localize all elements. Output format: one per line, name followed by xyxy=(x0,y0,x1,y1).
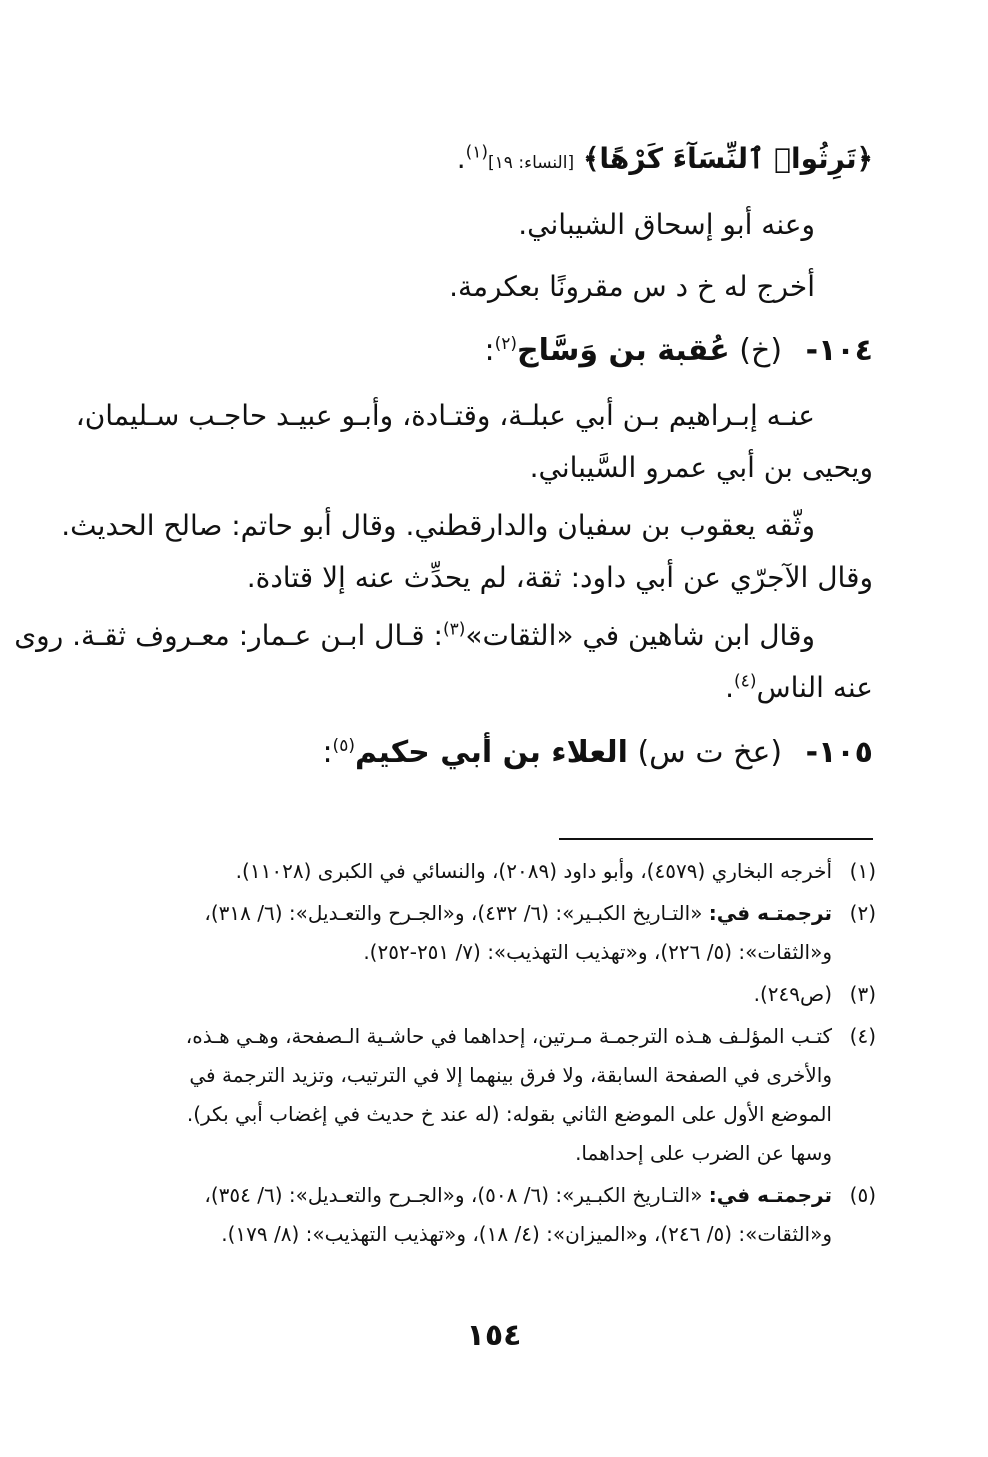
footnote-line: كتـب المؤلـف هـذه الترجمـة مـرتين، إحداهما في حاشـية الـصفحة، وهـي هـذه، xyxy=(185,1024,832,1048)
footnote-2 xyxy=(105,894,876,972)
main-text xyxy=(14,128,873,786)
entry-name: عُقبة بن وَسَّاج xyxy=(517,333,730,368)
takhrij-line: أخرج له خ د س مقرونًا بعكرمة. xyxy=(449,270,815,303)
footnote-1 xyxy=(105,852,876,891)
thiqat-text-2-end: . xyxy=(725,671,735,704)
footnote-body xyxy=(105,894,832,972)
verse-line-end: . xyxy=(456,142,466,175)
footnote-mark: (٥) xyxy=(849,1183,876,1207)
footnote-text: «التـاريخ الكبـير»: (٦/ ٥٠٨)، و«الجـرح والتعـديل»: (٦/ ٣٥٤)، xyxy=(204,1183,703,1207)
footnote-ref-3: (٣) xyxy=(442,619,466,640)
footnote-4 xyxy=(105,1017,876,1173)
footnote-5 xyxy=(105,1176,876,1254)
verse-line xyxy=(110,128,873,194)
footnote-text: «التـاريخ الكبـير»: (٦/ ٤٣٢)، و«الجـرح والتعـديل»: (٦/ ٣١٨)، xyxy=(204,901,703,925)
entry-number: ١٠٤- xyxy=(805,333,873,368)
footnote-line: (ص٢٤٩). xyxy=(753,982,832,1006)
footnote-lead: ترجمتـه في: xyxy=(708,901,832,925)
thiqat-text-2: عنه الناس xyxy=(756,671,873,704)
footnote-line: و«الثقات»: (٥/ ٢٢٦)، و«تهذيب التهذيب»: (٧/ ٢٥١-٢٥٢). xyxy=(363,940,832,964)
footnote-body xyxy=(105,852,832,891)
footnote-ref-2: (٢) xyxy=(494,334,518,354)
footnote-mark: (٢) xyxy=(849,901,876,925)
footnote-line: والأخرى في الصفحة السابقة، ولا فرق بينهما إلا في الترتيب، وتزيد الترجمة في xyxy=(189,1063,832,1087)
footnote-line: الموضع الأول على الموضع الثاني بقوله: (له عند خ حديث في إغضاب أبي بكر). xyxy=(186,1102,832,1126)
paragraph-line xyxy=(14,610,873,662)
footnote-ref-1: (١) xyxy=(465,142,489,163)
footnote-body xyxy=(105,1176,832,1254)
paragraph-line: وثّقه يعقوب بن سفيان والدارقطني. وقال أبو حاتم: صالح الحديث. xyxy=(61,509,815,542)
page-number: ١٥٤ xyxy=(466,1318,522,1353)
footnotes xyxy=(105,852,876,1257)
footnote-line xyxy=(105,894,832,933)
entry-105-heading xyxy=(110,720,873,786)
footnote-body xyxy=(105,975,832,1014)
footnote-body xyxy=(105,1017,832,1173)
quran-verse: ﴿تَرِثُوا۟ ٱلنِّسَآءَ كَرْهًا﴾ xyxy=(582,142,873,175)
footnote-separator xyxy=(559,838,873,840)
narrator-line: وعنه أبو إسحاق الشيباني. xyxy=(518,208,815,241)
paragraph-line: عنـه إبـراهيم بـن أبي عبلـة، وقتـادة، وأبـو عبيـد حاجـب سـليمان، xyxy=(75,399,815,432)
entry-number: ١٠٥- xyxy=(805,735,873,770)
footnote-line: وسها عن الضرب على إحداهما. xyxy=(575,1141,832,1165)
footnote-3 xyxy=(105,975,876,1014)
entry-colon: : xyxy=(484,333,495,368)
entry-104-thiqat xyxy=(14,610,873,714)
entry-symbols: (عخ ت س) xyxy=(637,735,783,770)
footnote-mark: (١) xyxy=(849,859,876,883)
entry-symbols: (خ) xyxy=(739,333,783,368)
paragraph-line: وقال الآجرّي عن أبي داود: ثقة، لم يحدِّث عنه إلا قتادة. xyxy=(246,561,873,594)
entry-colon: : xyxy=(322,735,333,770)
footnote-line: أخرجه البخاري (٤٥٧٩)، وأبو داود (٢٠٨٩)، والنسائي في الكبرى (١١٠٢٨). xyxy=(235,859,832,883)
thiqat-text-end: : قـال ابـن عـمار: معـروف ثقـة. روى xyxy=(14,619,443,652)
entry-104-heading xyxy=(110,318,873,384)
footnote-mark: (٣) xyxy=(849,982,876,1006)
verse-citation: [النساء: ١٩] xyxy=(488,153,575,173)
thiqat-text: وقال ابن شاهين في «الثقات» xyxy=(465,619,815,652)
paragraph-line xyxy=(110,662,873,714)
entry-104-ratings xyxy=(61,500,873,604)
footnote-line: و«الثقات»: (٥/ ٢٤٦)، و«الميزان»: (٤/ ١٨)، و«تهذيب التهذيب»: (٨/ ١٧٩). xyxy=(221,1222,832,1246)
footnote-mark: (٤) xyxy=(849,1024,876,1048)
entry-name: العلاء بن أبي حكيم xyxy=(354,735,628,770)
footnote-ref-5: (٥) xyxy=(332,736,355,756)
entry-104-teachers xyxy=(75,390,873,494)
footnote-ref-4: (٤) xyxy=(734,671,757,692)
footnote-lead: ترجمتـه في: xyxy=(708,1183,832,1207)
paragraph-line: ويحيى بن أبي عمرو السَّيباني. xyxy=(529,451,873,484)
footnote-line xyxy=(105,1176,832,1215)
